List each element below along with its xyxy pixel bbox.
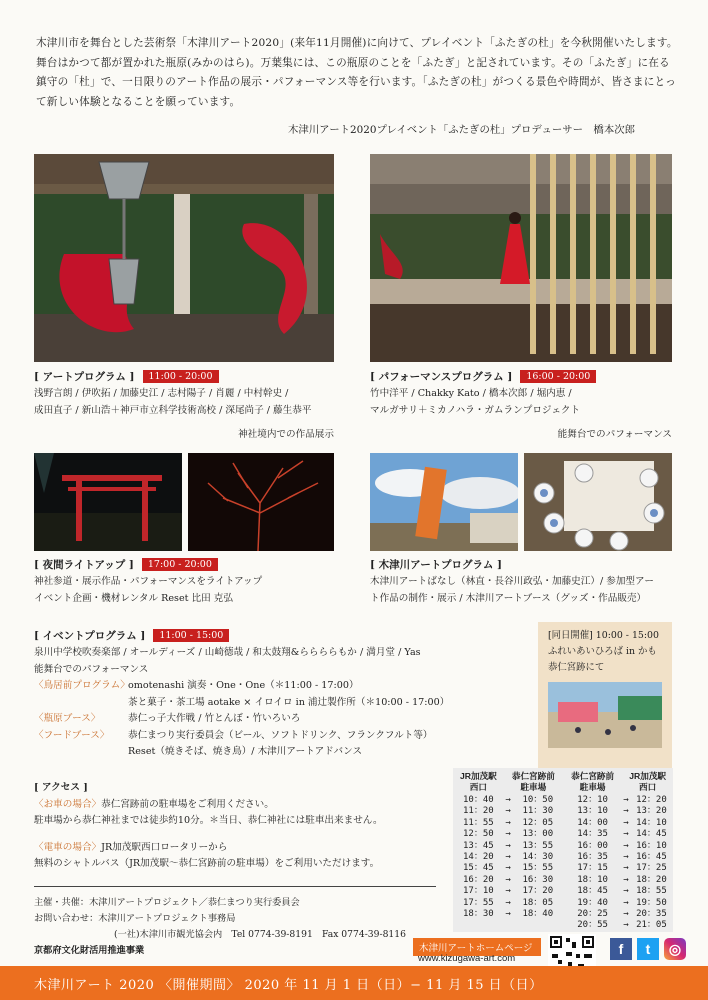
timetable-cell: [453, 920, 504, 931]
timetable-cell: →: [623, 829, 629, 840]
timetable-cell: 11：30: [522, 806, 554, 817]
timetable-cell: 10：40: [463, 795, 494, 805]
timetable-cell: →: [505, 806, 511, 817]
timetable-cell: 14：00: [577, 817, 608, 828]
kizugawa-line-1: 木津川アートばなし（林直・長谷川政弘・加藤史江）/ 参加型アー: [370, 576, 654, 587]
same-day-photo: [548, 682, 662, 748]
timetable-cell: 18：55: [636, 886, 667, 897]
timetable-cell: 17：20: [522, 886, 554, 897]
timetable-cell: 19：40: [577, 897, 608, 908]
night-line-2: イベント企画・機材レンタル Reset 比田 克弘: [34, 592, 233, 604]
timetable-cell: 19：50: [636, 897, 667, 908]
timetable-cell: →: [505, 840, 511, 851]
timetable-cell: 14：45: [636, 829, 667, 840]
timetable-cell: 14：10: [636, 817, 667, 828]
timetable-cell: →: [505, 817, 511, 828]
timetable-cell: 17：15: [577, 863, 608, 874]
car-line-1: 恭仁宮跡前の駐車場をご利用ください。: [101, 798, 274, 810]
train-line-2: 無料のシャトルバス（JR加茂駅〜恭仁宮跡前の駐車場）をご利用いただけます。: [34, 858, 380, 869]
timetable-cell: →: [505, 863, 511, 874]
timetable-row: [453, 886, 673, 897]
timetable-cell: 11：20: [463, 806, 494, 817]
timetable-cell: 10：50: [522, 795, 554, 805]
night-lightup-title: [ 夜間ライトアップ ]: [34, 559, 134, 571]
timetable-row: [453, 841, 673, 852]
timetable-row: [453, 875, 673, 886]
credits: [34, 895, 454, 959]
kyoto-project-line: 京都府文化財活用推進事業: [34, 945, 145, 956]
timetable-row: [453, 863, 673, 874]
performance-line-2: マルガサリ＋ミカノハラ・ガムランプロジェクト: [370, 404, 581, 416]
timetable-row: [453, 795, 673, 806]
booth-line: 恭仁っ子大作戦 / 竹とんぼ・竹いろいろ: [128, 713, 301, 724]
timetable-cell: →: [623, 806, 629, 817]
timetable-cell: →: [505, 897, 511, 908]
timetable-cell: 16：45: [636, 852, 667, 863]
timetable-cell: 14：30: [522, 852, 554, 863]
timetable-cell: 18：20: [636, 874, 667, 885]
homepage-url[interactable]: www.kizugawa-art.com: [418, 953, 516, 964]
timetable-cell: →: [623, 909, 629, 920]
timetable-cell: →: [623, 874, 629, 885]
timetable-cell: →: [623, 840, 629, 851]
association-line: (一社)木津川市観光協会内 Tel 0774-39-8191 Fax 0774-39-8116: [114, 929, 406, 940]
timetable-cell: →: [505, 795, 511, 805]
art-program-time: 11:00 - 20:00: [143, 370, 219, 383]
car-tag: 〈お車の場合〉: [34, 798, 102, 810]
performance-program-photo: [370, 154, 672, 362]
timetable-cell: →: [623, 863, 629, 874]
timetable-cell: 20：25: [577, 909, 608, 920]
night-torii-photo: [34, 453, 182, 551]
art-program-header: [34, 369, 219, 384]
instagram-icon[interactable]: ◎: [664, 938, 686, 960]
timetable-cell: 18：40: [522, 909, 554, 920]
timetable-row: [453, 806, 673, 817]
performance-line-1: 竹中洋平 / Chakky Kato / 橋本次郎 / 堀内恵 /: [370, 388, 572, 399]
timetable-cell: →: [505, 909, 511, 920]
kizugawa-program-header: [370, 557, 502, 572]
timetable-cell: [504, 920, 513, 931]
homepage-label[interactable]: 木津川アートホームページ: [413, 938, 541, 956]
producer-signature: 木津川アート2020プレイベント「ふたぎの杜」プロデューサー 橋本次郎: [288, 124, 635, 136]
tt-header-1: JR加茂駅 西口: [459, 771, 497, 792]
tt-header-2: 恭仁宮跡前 駐車場: [511, 771, 555, 792]
same-day-line-2: ふれいあいひろば in かも: [548, 646, 657, 657]
kizugawa-program-title: [ 木津川アートプログラム ]: [370, 559, 503, 571]
access-section: [34, 780, 454, 873]
night-lightup-time: 17:00 - 20:00: [142, 558, 218, 571]
timetable-row: [453, 920, 673, 931]
art-program-photo: [34, 154, 334, 362]
footer-period-text: 木津川アート 2020 〈開催期間〉 2020 年 11 月 1 日（日）− 11 月 15 日（日）: [34, 977, 543, 993]
night-tree-photo: [188, 453, 334, 551]
timetable-cell: 13：55: [522, 840, 554, 851]
torii-line-1: omotenashi 演奏・One・One（＊11:00 - 17:00）: [128, 680, 359, 691]
timetable-cell: →: [623, 817, 629, 828]
same-day-event-box: [538, 622, 672, 770]
timetable-cell: →: [623, 886, 629, 897]
timetable-cell: →: [505, 886, 511, 897]
timetable-cell: 14：20: [463, 852, 494, 863]
timetable-cell: [513, 920, 563, 931]
timetable-cell: 17：55: [463, 897, 494, 908]
credits-divider: [34, 886, 436, 887]
timetable-cell: 12：05: [522, 817, 554, 828]
craft-table-photo: [524, 453, 672, 551]
timetable-cell: 13：45: [463, 840, 494, 851]
food-booth-tag: 〈フードブース〉: [34, 729, 110, 741]
access-title: [ アクセス ]: [34, 782, 88, 793]
timetable-cell: 12：10: [577, 795, 608, 805]
event-program-title: [ イベントプログラム ]: [34, 630, 146, 642]
timetable-cell: 12：20: [636, 795, 667, 805]
night-line-1: 神社参道・展示作品・パフォーマンスをライトアップ: [34, 576, 263, 587]
timetable-cell: 20：35: [636, 909, 667, 920]
timetable-cell: 14：35: [577, 829, 608, 840]
organizer-line: 主催・共催：木津川アートプロジェクト／恭仁まつり実行委員会: [34, 897, 300, 908]
event-program-header: [34, 628, 229, 643]
timetable-cell: 18：30: [463, 909, 494, 920]
timetable-cell: 17：10: [463, 886, 494, 897]
timetable-cell: 16：00: [577, 840, 608, 851]
performance-program-time: 16:00 - 20:00: [520, 370, 596, 383]
performance-program-title: [ パフォーマンスプログラム ]: [370, 371, 513, 383]
timetable-cell: 16：20: [463, 874, 494, 885]
timetable-cell: 13：00: [522, 829, 554, 840]
timetable-cell: 18：10: [577, 874, 608, 885]
kizugawa-line-2: ト作品の制作・展示 / 木津川アートブース（グッズ・作品販売）: [370, 592, 647, 604]
timetable-cell: →: [623, 852, 629, 863]
same-day-line-3: 恭仁宮跡にて: [548, 662, 605, 673]
twitter-icon[interactable]: t: [637, 938, 659, 960]
footer-period-bar: [0, 966, 708, 1000]
timetable-cell: 15：55: [522, 863, 554, 874]
timetable-row: [453, 909, 673, 920]
shuttle-timetable: [453, 768, 673, 932]
event-line-1: 泉川中学校吹奏楽部 / オールディーズ / 山崎德哉 / 和太鼓翔&ららららもか / 満月堂 / Yas: [34, 647, 421, 658]
tt-header-4: JR加茂駅 西口: [629, 771, 667, 792]
same-day-line-1: [同日開催] 10:00 - 15:00: [548, 630, 659, 641]
timetable-cell: 18：45: [577, 886, 608, 897]
night-lightup-header: [34, 557, 218, 572]
timetable-cell: →: [623, 920, 629, 931]
timetable-cell: →: [505, 852, 511, 863]
timetable-cell: 15：45: [463, 863, 494, 874]
food-line-2: Reset（焼きそば、焼き鳥）/ 木津川アートアドバンス: [128, 746, 363, 757]
performance-caption: 能舞台でのパフォーマンス: [557, 429, 672, 440]
banner-sky-photo: [370, 453, 518, 551]
timetable-cell: 12：50: [463, 829, 494, 840]
timetable-cell: 11：55: [463, 817, 494, 828]
timetable-cell: 16：30: [522, 874, 554, 885]
art-program-title: [ アートプログラム ]: [34, 371, 135, 383]
timetable-cell: 20：55: [577, 920, 608, 931]
tt-header-3: 恭仁宮跡前 駐車場: [571, 771, 615, 792]
timetable-row: [453, 852, 673, 863]
food-line-1: 恭仁まつり実行委員会（ビール、ソフトドリンク、フランクフルト等）: [128, 729, 433, 741]
timetable-cell: →: [505, 874, 511, 885]
timetable-cell: 17：25: [636, 863, 667, 874]
timetable-cell: 13：10: [577, 806, 608, 817]
timetable-cell: →: [623, 897, 629, 908]
timetable-cell: →: [623, 795, 629, 805]
art-caption: 神社境内での作品展示: [238, 429, 334, 440]
timetable-cell: 21：05: [636, 920, 667, 931]
booth-tag: 〈瓶原ブース〉: [34, 713, 101, 724]
facebook-icon[interactable]: f: [610, 938, 632, 960]
car-line-2: 駐車場から恭仁神社までは徒歩約10分。＊当日、恭仁神社には駐車出来ません。: [34, 815, 383, 826]
art-artists-line-2: 成田直子 / 新山浩＋神戸市立科学技術高校 / 深尾尚子 / 藤生恭平: [34, 404, 312, 416]
timetable-cell: →: [505, 829, 511, 840]
torii-line-2: 茶と菓子・茶工場 aotake × イロイロ in 浦辻製作所（＊10:00 - 17:00）: [128, 696, 450, 708]
timetable-row: [453, 818, 673, 829]
train-tag: 〈電車の場合〉: [34, 841, 102, 853]
performance-program-header: [370, 369, 596, 384]
timetable-row: [453, 898, 673, 909]
torii-program-tag: 〈鳥居前プログラム〉: [34, 680, 130, 691]
timetable-cell: 16：10: [636, 840, 667, 851]
art-artists-line-1: 浅野言朗 / 伊吹拓 / 加藤史江 / 志村陽子 / 肖麗 / 中村幹史 /: [34, 388, 289, 399]
timetable-cell: 16：35: [577, 852, 608, 863]
intro-paragraph: 木津川市を舞台とした芸術祭「木津川アート2020」(来年11月開催)に向けて、プレイベント「ふたぎの杜」を今秋開催いたします。舞台はかつて都が置かれた瓶原(みかのはら)。万葉集には、この瓶原のことを「ふたぎ」と記されています。その「ふたぎ」に在る鎮守の「杜」で、一日限りのアート作品の展示・パフォーマンス等を行います。「ふたぎの杜」がつくる景色や時間が、皆さまにとって新しい体験となることを願っています。: [36, 37, 678, 108]
event-program-time: 11:00 - 15:00: [153, 629, 229, 642]
event-line-2: 能舞台でのパフォーマンス: [34, 663, 149, 675]
timetable-row: [453, 829, 673, 840]
train-line-1: JR加茂駅西口ロータリーから: [101, 841, 228, 853]
timetable-cell: 18：05: [522, 897, 554, 908]
timetable-cell: 13：20: [636, 806, 667, 817]
contact-line: お問い合わせ：木津川アートプロジェクト事務局: [34, 913, 236, 924]
